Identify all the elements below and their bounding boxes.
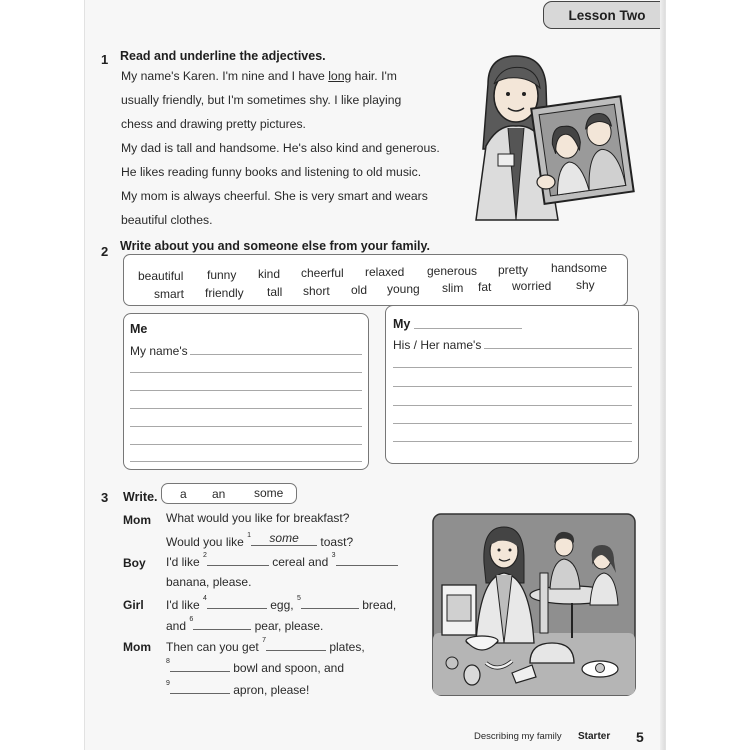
example-answer: some — [269, 531, 299, 545]
word-chip: funny — [207, 268, 237, 282]
writing-line[interactable] — [393, 441, 632, 442]
breakfast-kitchen-illustration — [432, 513, 636, 696]
exercise-1-number: 1 — [101, 52, 109, 67]
word-chip: shy — [576, 278, 595, 292]
blank-8[interactable] — [170, 659, 230, 672]
blank-number: 8 — [166, 658, 170, 665]
lesson-tab-label: Lesson Two — [568, 7, 646, 23]
blank-9[interactable] — [170, 681, 230, 694]
blank-1-example — [251, 533, 317, 546]
blank-4[interactable] — [207, 596, 267, 609]
page-number: 5 — [636, 729, 644, 745]
his-her-name-prompt: His / Her name's — [393, 338, 482, 352]
blank-number: 1 — [247, 532, 252, 539]
family-member-blank[interactable] — [414, 328, 522, 329]
writing-line[interactable] — [393, 386, 632, 387]
blank-2[interactable] — [207, 553, 269, 566]
word-chip: beautiful — [138, 269, 184, 283]
speaker-girl: Girl — [123, 598, 144, 612]
lesson-tab — [543, 1, 666, 29]
family-member-writing-panel[interactable] — [385, 305, 639, 464]
blank-number: 6 — [189, 616, 194, 623]
article-chip: a — [180, 487, 187, 501]
blank-7[interactable] — [266, 638, 326, 651]
my-panel-title: My — [393, 317, 411, 331]
adjective-word-box — [123, 254, 628, 306]
underlined-adjective: long — [328, 69, 352, 83]
writing-line[interactable] — [393, 405, 632, 406]
writing-line[interactable] — [130, 461, 362, 462]
word-chip: young — [387, 282, 420, 296]
word-chip: friendly — [205, 286, 244, 300]
word-chip: smart — [154, 287, 184, 301]
word-chip: slim — [442, 281, 464, 295]
karen-paragraph: My name's Karen. I'm nine and I have long hair. I'm usually friendly, but I'm sometimes shy. I like playing chess and drawing pretty pictures. — [121, 69, 402, 131]
me-panel-title: Me — [130, 322, 148, 336]
word-chip: generous — [427, 264, 478, 278]
word-chip: handsome — [551, 261, 608, 275]
word-chip: relaxed — [365, 265, 405, 279]
boy-line-2: banana, please. — [166, 575, 252, 589]
mom2-line-3: $^9$ apron, please! — [166, 680, 310, 697]
karen-with-family-photo-illustration — [468, 54, 638, 224]
article-chip: some — [254, 486, 284, 500]
speaker-mom: Mom — [123, 513, 151, 527]
footer-topic: Describing my family — [474, 731, 562, 742]
mom-line-2: Would you like $^1$ some toast? — [166, 531, 354, 549]
blank-6[interactable] — [193, 617, 251, 630]
footer-unit: Starter — [578, 731, 611, 742]
exercise-1-instruction: Read and underline the adjectives. — [120, 49, 326, 63]
word-chip: tall — [267, 285, 283, 299]
speaker-mom: Mom — [123, 640, 151, 654]
workbook-page — [84, 0, 666, 750]
mom2-line-1: Then can you get $^7$ plates, — [166, 637, 365, 654]
exercise-3-instruction: Write. — [123, 490, 158, 504]
blank-number: 9 — [166, 680, 170, 687]
word-chip: short — [303, 284, 330, 298]
writing-line[interactable] — [190, 354, 362, 355]
mom-paragraph: My mom is always cheerful. She is very smart and wears beautiful clothes. — [121, 189, 428, 227]
dad-paragraph: My dad is tall and handsome. He's also kind and generous. He likes reading funny books and listening to old music. — [121, 141, 440, 179]
writing-line[interactable] — [130, 390, 362, 391]
blank-number: 3 — [331, 552, 336, 559]
article-choice-box — [161, 483, 297, 504]
writing-line[interactable] — [484, 348, 632, 349]
article-chip: an — [212, 487, 226, 501]
writing-line[interactable] — [130, 408, 362, 409]
blank-5[interactable] — [301, 596, 359, 609]
word-chip: fat — [478, 280, 492, 294]
mom-question: What would you like for breakfast? — [166, 511, 350, 525]
me-writing-panel[interactable] — [123, 313, 369, 470]
blank-number: 2 — [202, 552, 207, 559]
word-chip: pretty — [498, 263, 529, 277]
page-edge-shadow — [660, 0, 666, 750]
blank-number: 5 — [296, 595, 301, 602]
writing-line[interactable] — [130, 444, 362, 445]
writing-line[interactable] — [130, 372, 362, 373]
exercise-2-number: 2 — [101, 244, 109, 259]
writing-line[interactable] — [393, 367, 632, 368]
word-chip: old — [351, 283, 368, 297]
me-name-prompt: My name's — [130, 344, 188, 358]
speaker-boy: Boy — [123, 556, 146, 570]
blank-number: 4 — [202, 595, 207, 602]
writing-line[interactable] — [130, 426, 362, 427]
word-chip: worried — [512, 279, 552, 293]
exercise-3-number: 3 — [101, 490, 109, 505]
word-chip: cheerful — [301, 266, 344, 280]
word-chip: kind — [258, 267, 281, 281]
girl-line-1: I'd like $^4$ egg, $^5$ bread, — [166, 595, 397, 612]
blank-number: 7 — [262, 637, 266, 644]
exercise-2-instruction: Write about you and someone else from your family. — [120, 239, 431, 253]
writing-line[interactable] — [393, 423, 632, 424]
blank-3[interactable] — [336, 553, 398, 566]
boy-line-1: I'd like $^2$ cereal and $^3$ — [166, 553, 398, 569]
girl-line-2: and $^6$ pear, please. — [166, 616, 324, 633]
mom2-line-2: $^8$ bowl and spoon, and — [166, 658, 345, 675]
